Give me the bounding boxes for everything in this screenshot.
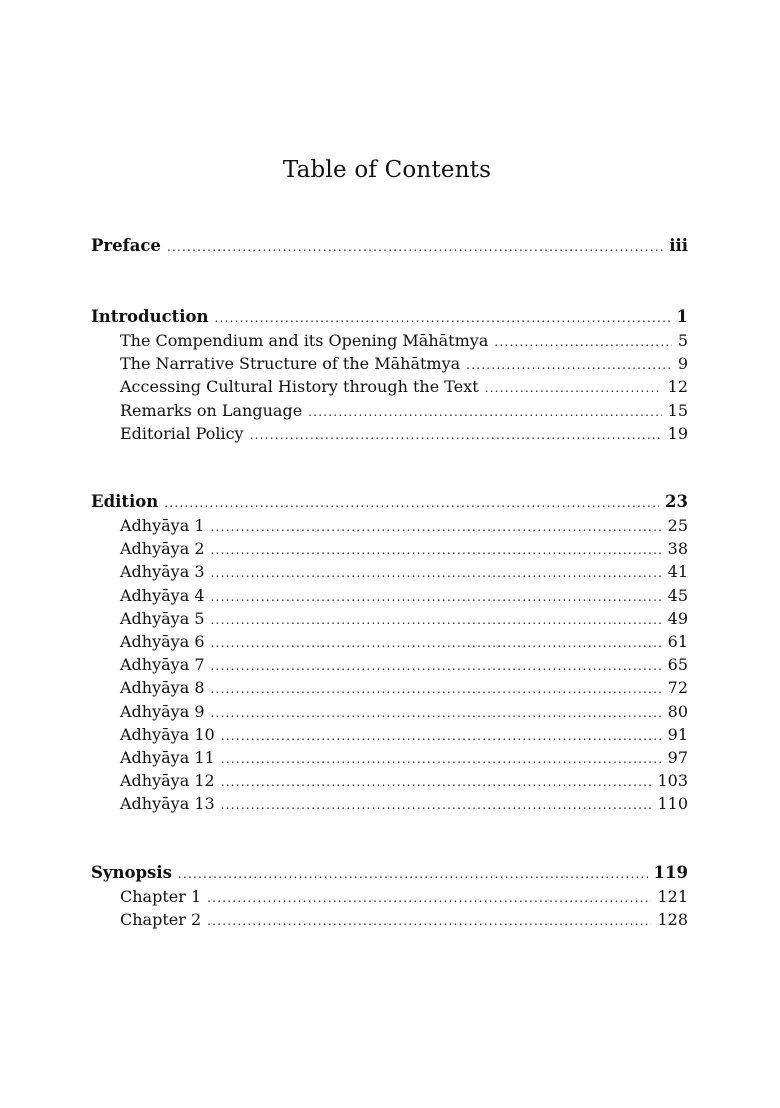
entry-page: 119 bbox=[653, 863, 688, 882]
entry-page: 65 bbox=[667, 655, 688, 675]
entry-label: Adhyāya 13 bbox=[120, 794, 215, 814]
entry-page: 5 bbox=[677, 331, 688, 350]
entry-page: 23 bbox=[665, 492, 688, 511]
toc-subentry[interactable] bbox=[91, 562, 688, 585]
toc-subentry[interactable] bbox=[91, 377, 688, 400]
entry-page: 38 bbox=[667, 539, 688, 559]
entry-page: 25 bbox=[667, 516, 688, 535]
entry-page: 72 bbox=[667, 678, 688, 698]
entry-label: Adhyāya 1 bbox=[120, 516, 205, 535]
toc-subentry[interactable] bbox=[91, 609, 688, 632]
entry-page: 128 bbox=[657, 910, 688, 930]
entry-page: 61 bbox=[667, 631, 688, 651]
entry-label: Remarks on Language bbox=[120, 400, 303, 420]
dot-leader bbox=[215, 311, 671, 325]
dot-leader bbox=[494, 335, 671, 349]
entry-label: Edition bbox=[91, 492, 159, 511]
entry-page: 110 bbox=[657, 794, 688, 814]
toc-subentry[interactable] bbox=[91, 655, 688, 678]
page-title: Table of Contents bbox=[282, 157, 492, 183]
toc-subentry[interactable] bbox=[91, 910, 688, 933]
toc-subentry[interactable] bbox=[91, 354, 688, 377]
dot-leader bbox=[485, 381, 662, 395]
dot-leader bbox=[211, 543, 662, 557]
dot-leader bbox=[211, 706, 662, 720]
toc-subentry[interactable] bbox=[91, 586, 688, 609]
entry-page: 15 bbox=[667, 400, 688, 420]
toc-subentry[interactable] bbox=[91, 725, 688, 748]
dot-leader bbox=[211, 613, 662, 627]
dot-leader bbox=[211, 636, 662, 650]
toc-section-introduction bbox=[91, 307, 688, 447]
entry-page: 9 bbox=[677, 354, 688, 374]
dot-leader bbox=[466, 358, 672, 372]
entry-label: Adhyāya 4 bbox=[120, 585, 205, 605]
entry-page: 41 bbox=[667, 562, 688, 582]
entry-page: 97 bbox=[667, 747, 688, 767]
dot-leader bbox=[221, 798, 652, 812]
entry-label: Accessing Cultural History through the Text bbox=[120, 377, 479, 397]
entry-page: 45 bbox=[667, 585, 688, 605]
entry-label: Adhyāya 8 bbox=[120, 678, 205, 698]
entry-page: 91 bbox=[667, 724, 688, 744]
entry-page: 49 bbox=[667, 608, 688, 628]
toc-subentry[interactable] bbox=[91, 887, 688, 910]
toc-entry[interactable] bbox=[91, 236, 688, 260]
toc-subentry[interactable] bbox=[91, 632, 688, 655]
dot-leader bbox=[211, 590, 662, 604]
dot-leader bbox=[178, 867, 648, 881]
toc-entry[interactable] bbox=[91, 863, 688, 887]
entry-label: Adhyāya 12 bbox=[120, 771, 215, 791]
entry-page: iii bbox=[669, 236, 688, 255]
toc-subentry[interactable] bbox=[91, 771, 688, 794]
dot-leader bbox=[308, 405, 661, 419]
entry-page: 121 bbox=[657, 887, 688, 906]
entry-label: Adhyāya 11 bbox=[120, 747, 215, 767]
dot-leader bbox=[211, 682, 662, 696]
dot-leader bbox=[221, 775, 652, 789]
entry-label: The Compendium and its Opening Māhātmya bbox=[120, 331, 489, 350]
entry-label: Chapter 2 bbox=[120, 910, 202, 930]
dot-leader bbox=[211, 659, 662, 673]
entry-page: 103 bbox=[657, 771, 688, 791]
entry-label: Adhyāya 3 bbox=[120, 562, 205, 582]
entry-label: Adhyāya 2 bbox=[120, 539, 205, 559]
toc-subentry[interactable] bbox=[91, 678, 688, 701]
entry-page: 19 bbox=[667, 423, 688, 443]
toc-entry[interactable] bbox=[91, 307, 688, 331]
dot-leader bbox=[250, 428, 662, 442]
entry-label: Editorial Policy bbox=[120, 423, 244, 443]
toc-subentry[interactable] bbox=[91, 401, 688, 424]
dot-leader bbox=[211, 566, 662, 580]
toc-subentry[interactable] bbox=[91, 702, 688, 725]
dot-leader bbox=[207, 891, 651, 905]
dot-leader bbox=[221, 729, 662, 743]
toc-section-edition bbox=[91, 492, 688, 817]
dot-leader bbox=[211, 520, 662, 534]
entry-label: The Narrative Structure of the Māhātmya bbox=[120, 354, 461, 374]
dot-leader bbox=[167, 240, 663, 254]
toc-subentry[interactable] bbox=[91, 748, 688, 771]
entry-page: 1 bbox=[676, 307, 688, 326]
dot-leader bbox=[221, 752, 662, 766]
entry-label: Adhyāya 5 bbox=[120, 608, 205, 628]
dot-leader bbox=[164, 496, 659, 510]
entry-page: 80 bbox=[667, 701, 688, 721]
toc-subentry[interactable] bbox=[91, 331, 688, 354]
toc-subentry[interactable] bbox=[91, 424, 688, 447]
entry-label: Adhyāya 7 bbox=[120, 655, 205, 675]
entry-label: Chapter 1 bbox=[120, 887, 202, 906]
toc-section-preface bbox=[91, 236, 688, 260]
entry-page: 12 bbox=[667, 377, 688, 397]
toc-subentry[interactable] bbox=[91, 516, 688, 539]
entry-label: Adhyāya 9 bbox=[120, 701, 205, 721]
toc-entry[interactable] bbox=[91, 492, 688, 516]
entry-label: Adhyāya 10 bbox=[120, 724, 215, 744]
entry-label: Synopsis bbox=[91, 863, 172, 882]
toc-subentry[interactable] bbox=[91, 539, 688, 562]
entry-label: Adhyāya 6 bbox=[120, 631, 205, 651]
toc-section-synopsis bbox=[91, 863, 688, 933]
entry-label: Preface bbox=[91, 236, 161, 255]
dot-leader bbox=[207, 914, 651, 928]
toc-subentry[interactable] bbox=[91, 794, 688, 817]
entry-label: Introduction bbox=[91, 307, 209, 326]
